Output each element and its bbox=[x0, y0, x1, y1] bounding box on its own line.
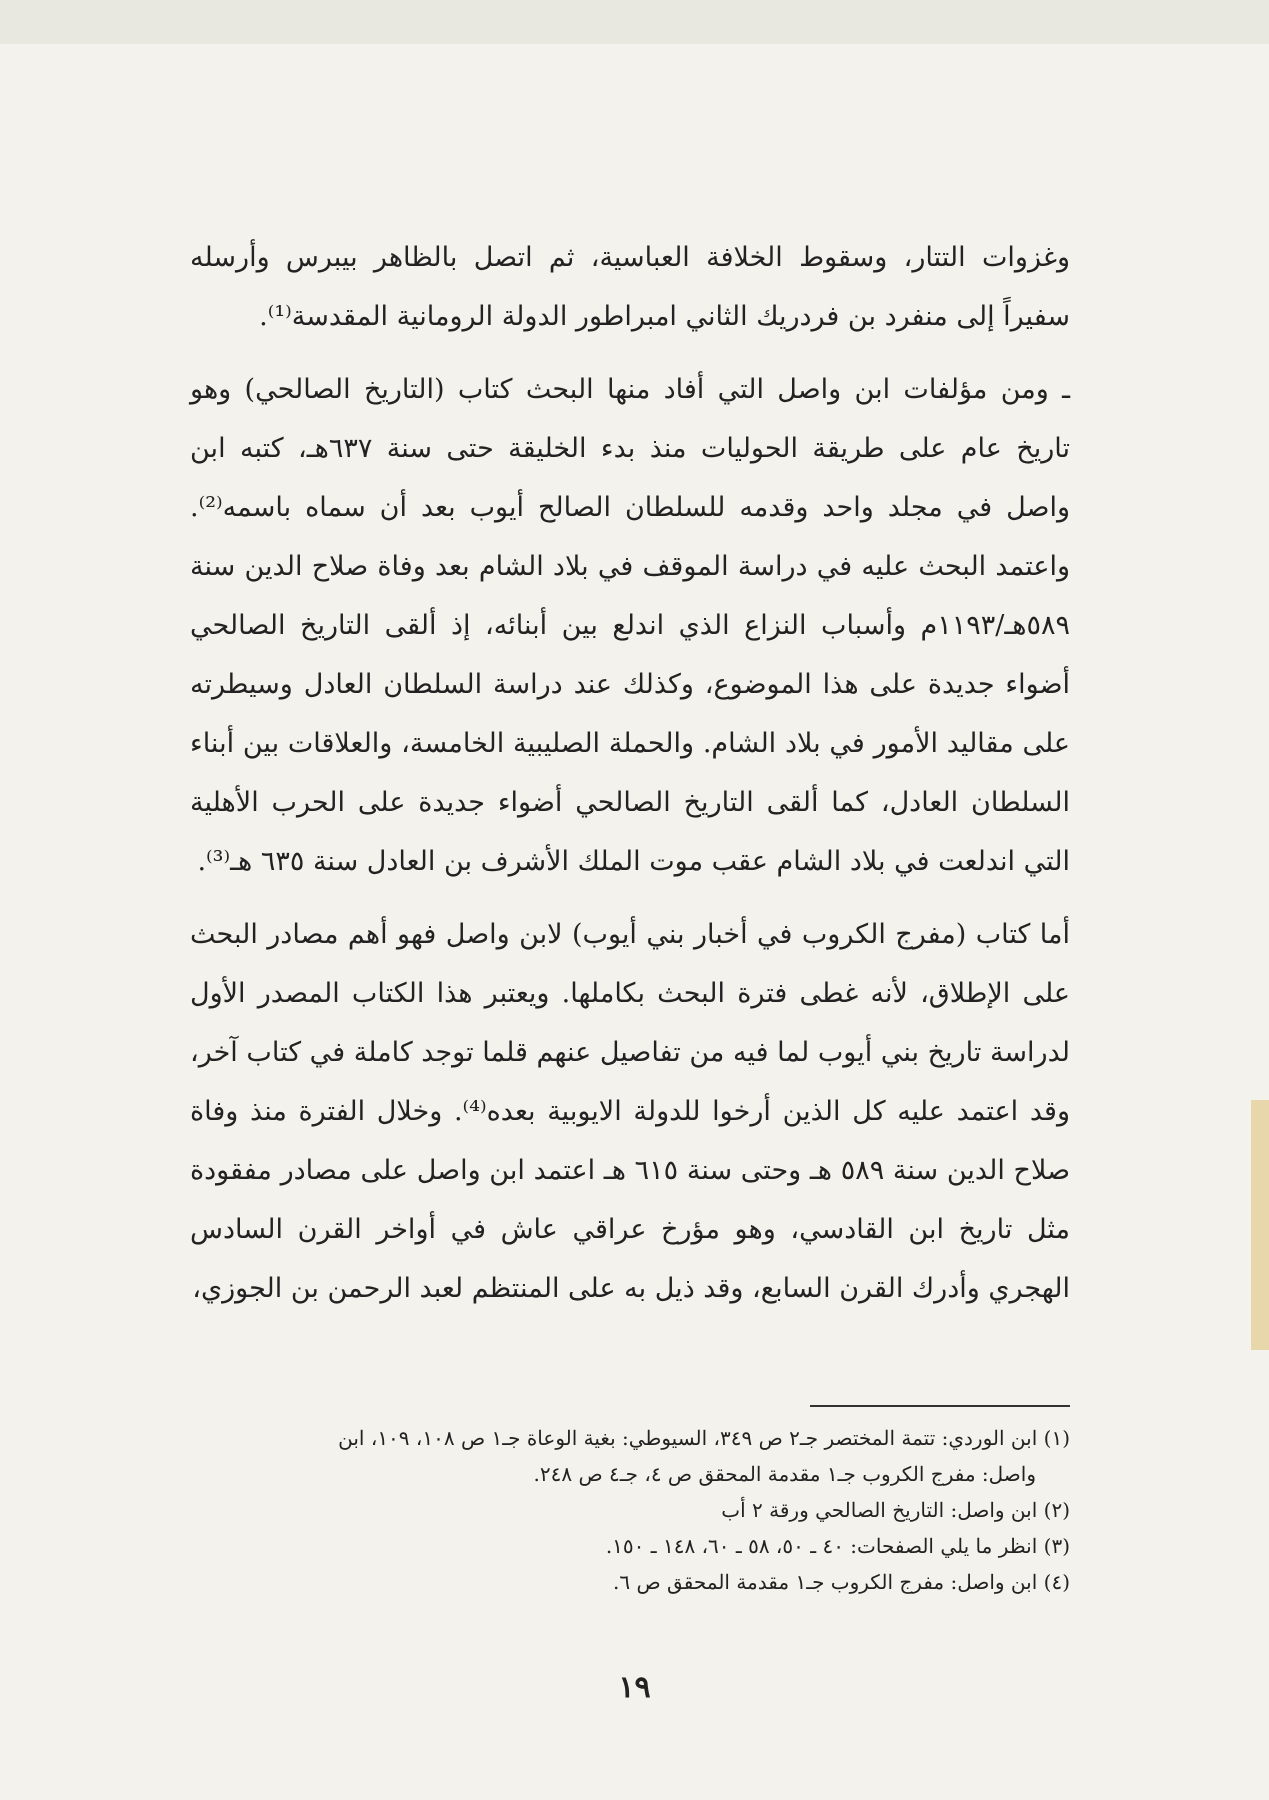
footnote-3: (٣) انظر ما يلي الصفحات: ٤٠ ـ ٥٠، ٥٨ ـ ٦٠، ١٤٨ ـ ١٥٠. bbox=[605, 1534, 1070, 1558]
footnote-divider bbox=[810, 1405, 1070, 1407]
footnote-1: (١) ابن الوردي: تتمة المختصر جـ٢ ص ٣٤٩، السيوطي: بغية الوعاة جـ١ ص ١٠٨، ١٠٩، ابن bbox=[338, 1426, 1070, 1450]
binding-stain bbox=[1251, 1100, 1269, 1350]
page-number: ١٩ bbox=[618, 1670, 651, 1705]
footnotes bbox=[190, 1420, 1070, 1600]
paragraph-2: ـ ومن مؤلفات ابن واصل التي أفاد منها البحث كتاب (التاريخ الصالحي) وهو تاريخ عام على طريقة الحوليات منذ بدء الخليقة حتى سنة ٦٣٧هـ، كتبه ابن واصل في مجلد واحد وقدمه للسلطان الصالح أيوب بعد أن سماه باسمه⁽²⁾. واعتمد البحث عليه في دراسة الموقف في بلاد الشام بعد وفاة صلاح الدين سنة ٥٨٩هـ/١١٩٣م وأسباب النزاع الذي اندلع بين أبنائه، إذ ألقى التاريخ الصالحي أضواء جديدة على هذا الموضوع، وكذلك عند دراسة السلطان العادل وسيطرته على مقاليد الأمور في بلاد الشام. والحملة الصليبية الخامسة، والعلاقات بين أبناء السلطان العادل، كما ألقى التاريخ الصالحي أضواء جديدة على الحرب الأهلية التي اندلعت في بلاد الشام عقب موت الملك الأشرف بن العادل سنة ٦٣٥ هـ⁽³⁾. bbox=[190, 374, 1070, 877]
footnote-4: (٤) ابن واصل: مفرج الكروب جـ١ مقدمة المحقق ص ٦. bbox=[613, 1570, 1070, 1594]
footnote-1-continuation: واصل: مفرج الكروب جـ١ مقدمة المحقق ص ٤، جـ٤ ص ٢٤٨. bbox=[533, 1462, 1036, 1486]
footnote-2: (٢) ابن واصل: التاريخ الصالحي ورقة ٢ أب bbox=[721, 1498, 1070, 1522]
paragraph-3: أما كتاب (مفرج الكروب في أخبار بني أيوب) لابن واصل فهو أهم مصادر البحث على الإطلاق، لأنه غطى فترة البحث بكاملها. ويعتبر هذا الكتاب المصدر الأول لدراسة تاريخ بني أيوب لما فيه من تفاصيل عنهم قلما توجد كاملة في كتاب آخر، وقد اعتمد عليه كل الذين أرخوا للدولة الايوبية بعده⁽⁴⁾. وخلال الفترة منذ وفاة صلاح الدين سنة ٥٨٩ هـ وحتى سنة ٦١٥ هـ اعتمد ابن واصل على مصادر مفقودة مثل تاريخ ابن القادسي، وهو مؤرخ عراقي عاش في أواخر القرن السادس الهجري وأدرك القرن السابع، وقد ذيل به على المنتظم لعبد الرحمن بن الجوزي، bbox=[190, 919, 1070, 1304]
main-text bbox=[190, 228, 1070, 1332]
scan-edge bbox=[0, 0, 1269, 44]
paragraph-1: وغزوات التتار، وسقوط الخلافة العباسية، ثم اتصل بالظاهر بيبرس وأرسله سفيراً إلى منفرد بن فردريك الثاني امبراطور الدولة الرومانية المقدسة⁽¹⁾. bbox=[190, 242, 1070, 332]
